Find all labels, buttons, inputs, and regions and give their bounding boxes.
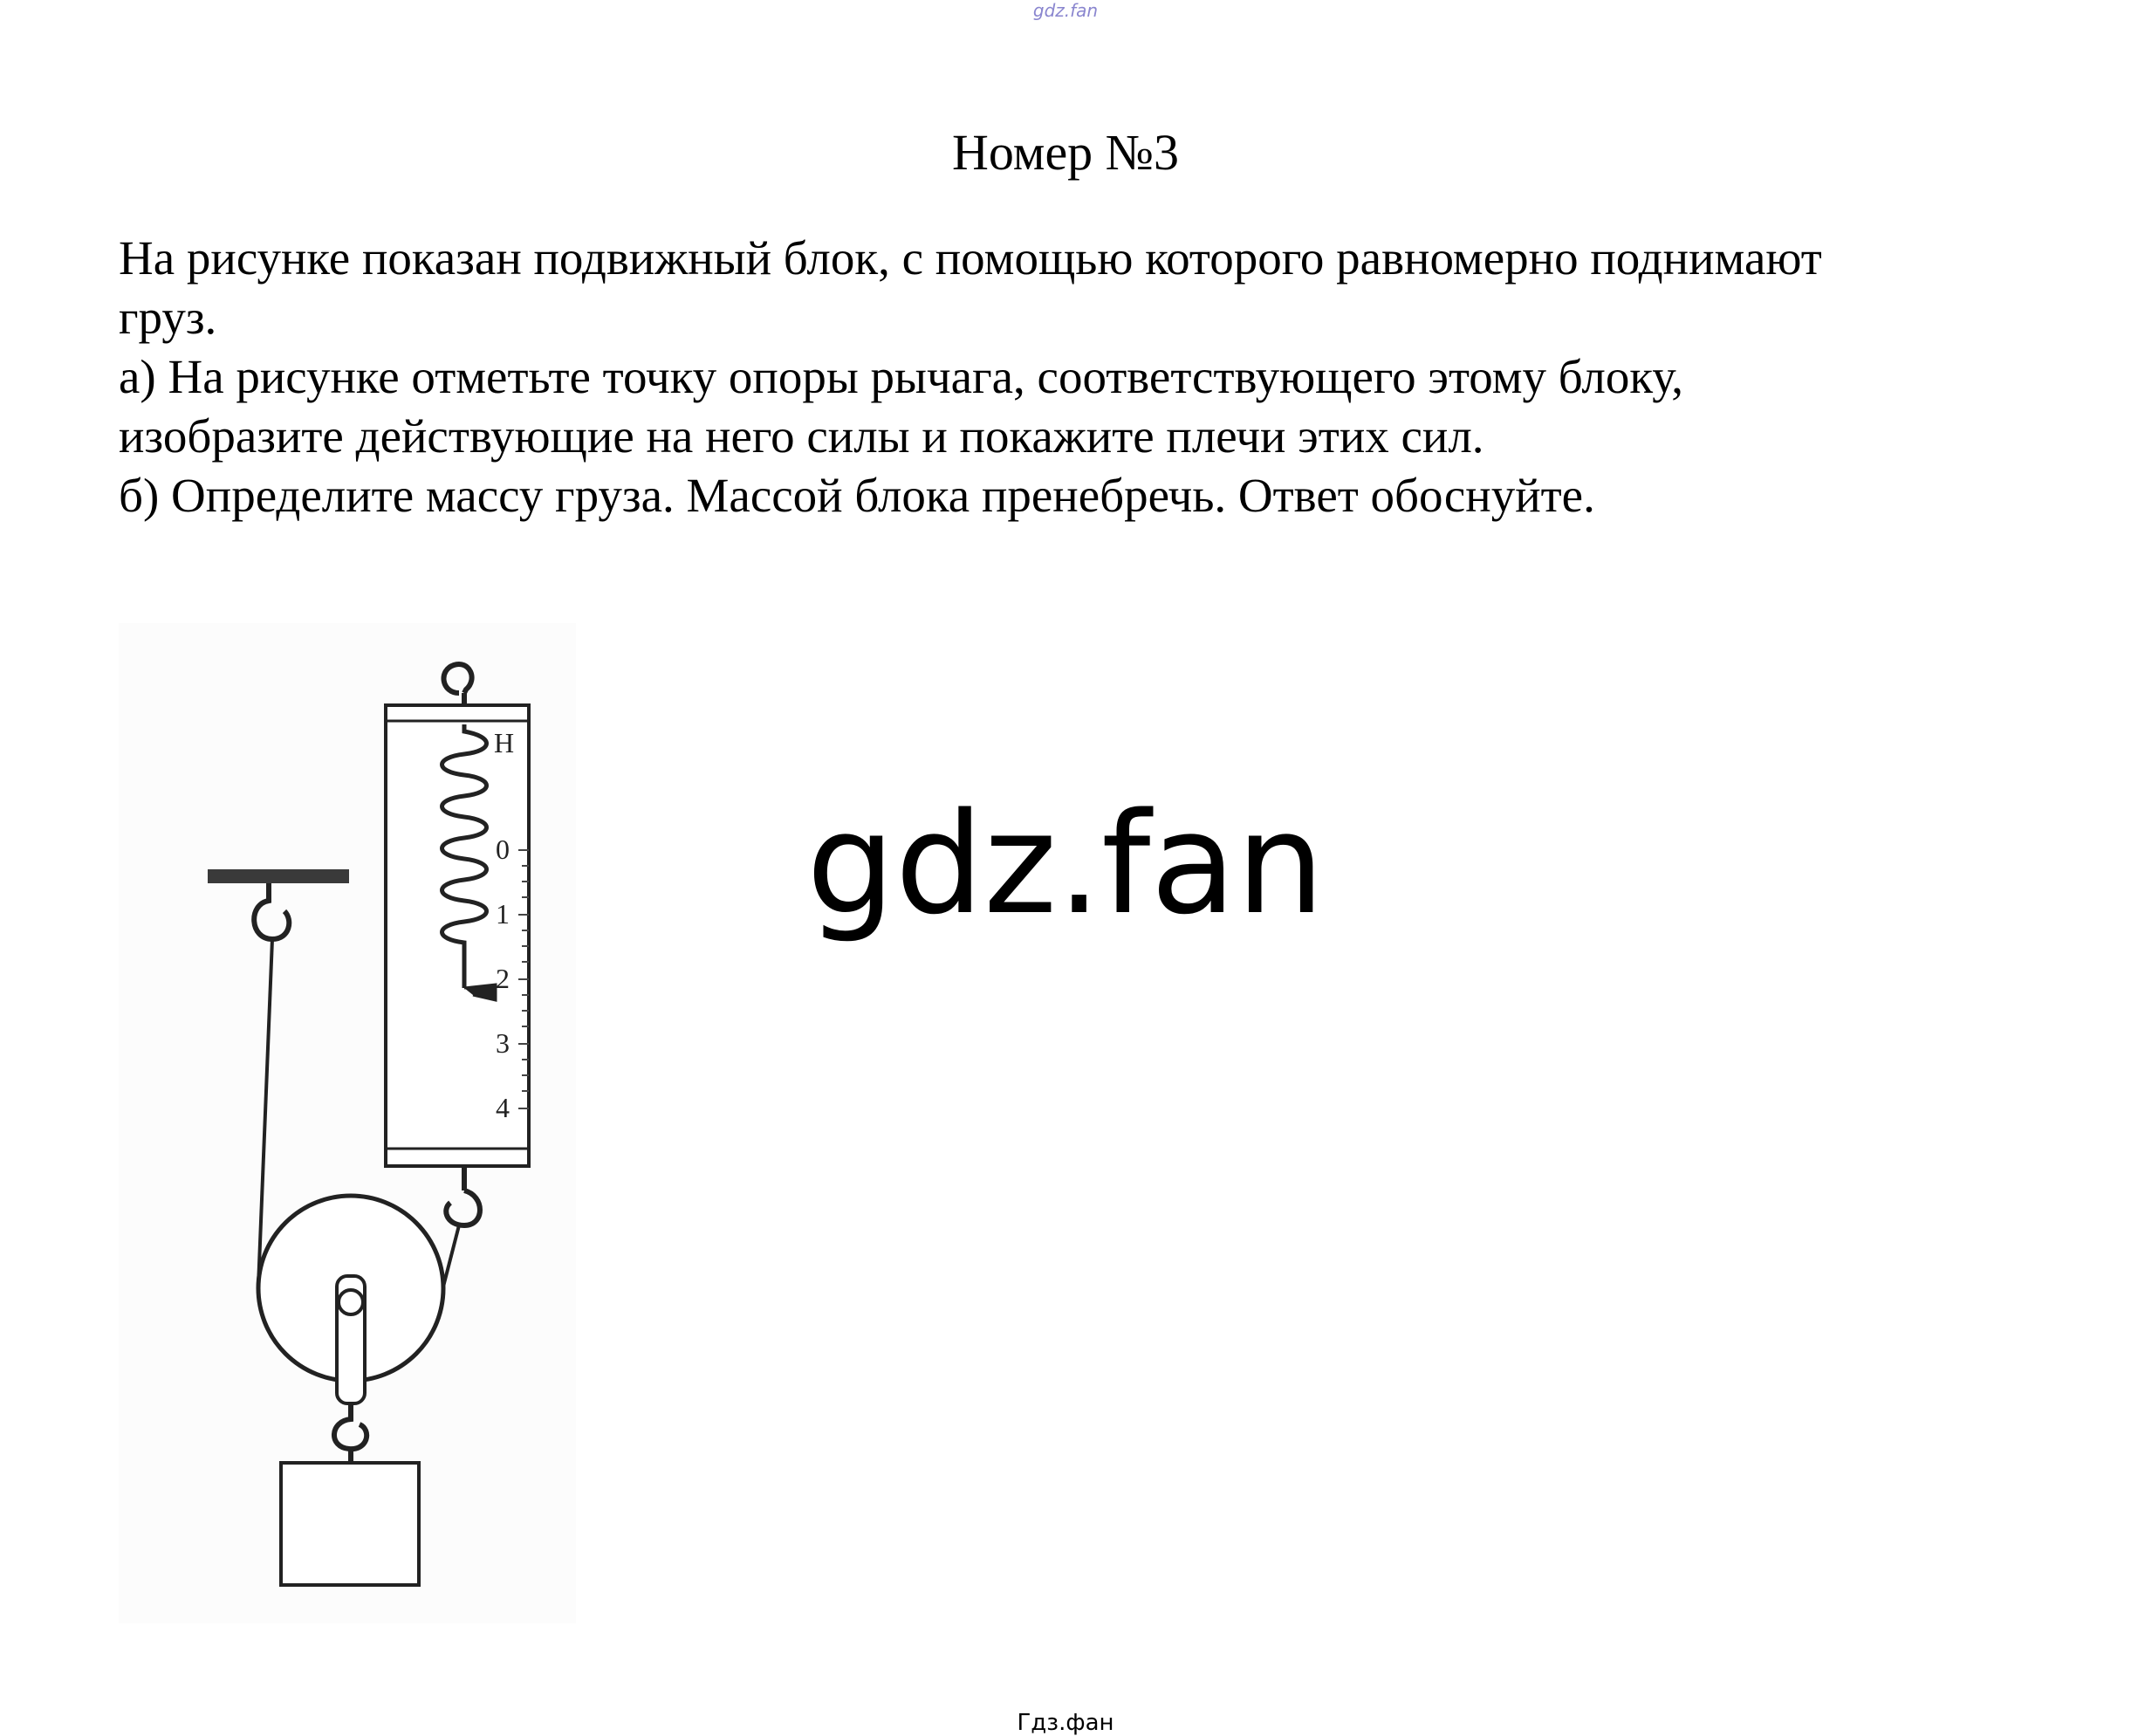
task-text: [119, 229, 2065, 525]
pulley-figure: [119, 623, 576, 1623]
page-title: Номер №3: [951, 124, 1180, 181]
dynamometer-unit-label: Н: [494, 727, 515, 758]
load-box: [281, 1463, 419, 1585]
task-line: а) На рисунке отметьте точку опоры рычага, соответствующего этому блоку,: [119, 350, 1684, 403]
task-line: б) Определите массу груза. Массой блока пренебречь. Ответ обоснуйте.: [119, 469, 1595, 522]
scale-label: 4: [496, 1092, 510, 1123]
dynamometer-bottom-hook: [446, 1190, 480, 1225]
scale-label: 0: [496, 834, 510, 865]
top-watermark: gdz.fan: [1032, 0, 1099, 21]
dynamometer-top-hook: [444, 664, 472, 693]
task-line: На рисунке показан подвижный блок, с помощью которого равномерно поднимают: [119, 231, 1822, 285]
right-rope: [443, 1225, 459, 1287]
scale-label: 2: [496, 963, 510, 994]
pulley-diagram: [119, 623, 576, 1623]
main-watermark: gdz.fan: [806, 782, 1325, 945]
scale-label: 1: [496, 898, 510, 930]
task-line: груз.: [119, 291, 217, 344]
task-line: изобразите действующие на него силы и покажите плечи этих сил.: [119, 409, 1484, 463]
footer-text: Гдз.фан: [1017, 1710, 1114, 1736]
scale-label: 3: [496, 1027, 510, 1059]
pulley-axle: [339, 1290, 363, 1314]
load-hook: [334, 1403, 367, 1449]
left-rope: [258, 939, 272, 1287]
